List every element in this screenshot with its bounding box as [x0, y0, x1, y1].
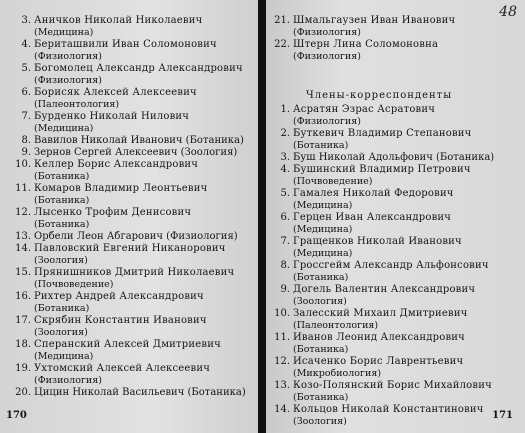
scientific-field: (Зоология)	[34, 255, 88, 266]
list-item	[0, 39, 256, 63]
entry-number: 8.	[280, 260, 290, 271]
list-item	[266, 152, 522, 164]
list-item	[0, 315, 256, 339]
entry-number: 7.	[21, 111, 31, 122]
scientific-field: (Физиология)	[34, 51, 102, 62]
list-item	[0, 15, 256, 39]
member-name: Вавилов Николай Иванович (Ботаника)	[34, 135, 244, 146]
page-number: 170	[6, 410, 27, 421]
member-name: Шмальгаузен Иван Иванович	[293, 15, 456, 26]
left-page	[0, 0, 258, 433]
scientific-field: (Палеонтология)	[293, 320, 379, 331]
member-name: Сперанский Алексей Дмитриевич	[34, 339, 221, 350]
list-item	[266, 404, 522, 428]
scientific-field: (Ботаника)	[34, 303, 90, 314]
member-name: Рихтер Андрей Александрович	[34, 291, 204, 302]
member-name: Буткевич Владимир Степанович	[293, 128, 472, 139]
scientific-field: (Физиология)	[293, 27, 361, 38]
scientific-field: (Физиология)	[34, 375, 102, 386]
list-item	[266, 188, 522, 212]
member-name: Лысенко Трофим Денисович	[34, 207, 192, 218]
list-item	[266, 356, 522, 380]
scientific-field: (Физиология)	[293, 51, 361, 62]
member-name: Гращенков Николай Иванович	[293, 236, 462, 247]
member-name: Кольцов Николай Константинович	[293, 404, 484, 415]
scientific-field: (Физиология)	[34, 75, 102, 86]
list-item	[0, 387, 256, 399]
list-item	[266, 260, 522, 284]
list-item	[0, 339, 256, 363]
entry-number: 12.	[15, 207, 31, 218]
entry-number: 9.	[21, 147, 31, 158]
right-page	[266, 0, 525, 433]
scientific-field: (Ботаника)	[293, 272, 349, 283]
entry-number: 6.	[21, 87, 31, 98]
scientific-field: (Медицина)	[34, 123, 94, 134]
member-name: Бурденко Николай Нилович	[34, 111, 190, 122]
scientific-field: (Палеонтология)	[34, 99, 120, 110]
member-name: Иванов Леонид Александрович	[293, 332, 465, 343]
member-name: Догель Валентин Александрович	[293, 284, 476, 295]
member-name: Аничков Николай Николаевич	[34, 15, 203, 26]
member-name: Зернов Сергей Алексеевич (Зоология)	[34, 147, 238, 158]
entry-number: 3.	[280, 152, 290, 163]
book-gutter	[258, 0, 266, 433]
list-item	[266, 128, 522, 152]
list-item	[266, 284, 522, 308]
member-name: Цицин Николай Васильевич (Ботаника)	[34, 387, 246, 398]
scientific-field: (Зоология)	[293, 296, 347, 307]
entry-number: 21.	[274, 15, 290, 26]
scientific-field: (Почвоведение)	[293, 176, 373, 187]
list-item	[266, 39, 522, 63]
entry-number: 14.	[15, 243, 31, 254]
member-name: Прянишников Дмитрий Николаевич	[34, 267, 235, 278]
member-name: Комаров Владимир Леонтьевич	[34, 183, 208, 194]
list-item	[266, 212, 522, 236]
entry-number: 4.	[21, 39, 31, 50]
list-item	[0, 243, 256, 267]
members-list	[0, 15, 256, 399]
entry-number: 2.	[280, 128, 290, 139]
member-name: Бушинский Владимир Петрович	[293, 164, 471, 175]
scientific-field: (Микробиология)	[293, 368, 382, 379]
member-name: Бериташвили Иван Соломонович	[34, 39, 217, 50]
entry-number: 11.	[15, 183, 31, 194]
entry-number: 10.	[274, 308, 290, 319]
entry-number: 6.	[280, 212, 290, 223]
member-name: Борисяк Алексей Алексеевич	[34, 87, 197, 98]
entry-number: 8.	[21, 135, 31, 146]
scientific-field: (Медицина)	[293, 248, 353, 259]
member-name: Залесский Михаил Дмитриевич	[293, 308, 468, 319]
scientific-field: (Ботаника)	[34, 219, 90, 230]
entry-number: 5.	[21, 63, 31, 74]
list-item	[0, 207, 256, 231]
list-item	[0, 135, 256, 147]
entry-number: 5.	[280, 188, 290, 199]
entry-number: 22.	[274, 39, 290, 50]
scientific-field: (Ботаника)	[293, 344, 349, 355]
member-name: Штерн Лина Соломоновна	[293, 39, 439, 50]
member-name: Скрябин Константин Иванович	[34, 315, 207, 326]
scientific-field: (Ботаника)	[34, 195, 90, 206]
list-item	[0, 183, 256, 207]
entry-number: 4.	[280, 164, 290, 175]
entry-number: 15.	[15, 267, 31, 278]
entry-number: 10.	[15, 159, 31, 170]
member-name: Асратян Эзрас Асратович	[293, 104, 436, 115]
list-item	[266, 104, 522, 128]
member-name: Ухтомский Алексей Алексеевич	[34, 363, 211, 374]
list-item	[266, 164, 522, 188]
entry-number: 19.	[15, 363, 31, 374]
entry-number: 1.	[280, 104, 290, 115]
scientific-field: (Ботаника)	[34, 171, 90, 182]
scientific-field: (Медицина)	[293, 200, 353, 211]
list-item	[266, 380, 522, 404]
member-name: Гроссгейм Александр Альфонсович	[293, 260, 489, 271]
list-item	[266, 332, 522, 356]
entry-number: 16.	[15, 291, 31, 302]
scientific-field: (Физиология)	[293, 116, 361, 127]
member-name: Павловский Евгений Никанорович	[34, 243, 226, 254]
page-number: 171	[492, 410, 513, 421]
corresponding-members-list	[266, 104, 522, 428]
scientific-field: (Ботаника)	[293, 140, 349, 151]
entry-number: 13.	[15, 231, 31, 242]
list-item	[0, 363, 256, 387]
scientific-field: (Медицина)	[293, 224, 353, 235]
entry-number: 18.	[15, 339, 31, 350]
handwritten-page-mark: 48	[499, 4, 517, 20]
scientific-field: (Зоология)	[34, 327, 88, 338]
list-item	[0, 159, 256, 183]
entry-number: 7.	[280, 236, 290, 247]
member-name: Гамалея Николай Федорович	[293, 188, 454, 199]
member-name: Богомолец Александр Александрович	[34, 63, 243, 74]
entry-number: 9.	[280, 284, 290, 295]
scientific-field: (Зоология)	[293, 416, 347, 427]
list-item	[0, 291, 256, 315]
list-item	[0, 111, 256, 135]
entry-number: 17.	[15, 315, 31, 326]
scientific-field: (Медицина)	[34, 351, 94, 362]
member-name: Герцен Иван Александрович	[293, 212, 452, 223]
entry-number: 12.	[274, 356, 290, 367]
member-name: Исаченко Борис Лаврентьевич	[293, 356, 464, 367]
section-heading: Члены-корреспонденты	[306, 90, 453, 101]
list-item	[0, 231, 256, 243]
members-list-continued	[266, 15, 522, 63]
scientific-field: (Медицина)	[34, 27, 94, 38]
list-item	[0, 267, 256, 291]
entry-number: 13.	[274, 380, 290, 391]
entry-number: 14.	[274, 404, 290, 415]
list-item	[266, 15, 522, 39]
list-item	[266, 308, 522, 332]
entry-number: 11.	[274, 332, 290, 343]
list-item	[0, 87, 256, 111]
list-item	[0, 63, 256, 87]
entry-number: 3.	[21, 15, 31, 26]
list-item	[0, 147, 256, 159]
scientific-field: (Ботаника)	[293, 392, 349, 403]
member-name: Орбели Леон Абгарович (Физиология)	[34, 231, 238, 242]
entry-number: 20.	[15, 387, 31, 398]
member-name: Козо-Полянский Борис Михайлович	[293, 380, 492, 391]
scientific-field: (Почвоведение)	[34, 279, 114, 290]
member-name: Келлер Борис Александрович	[34, 159, 199, 170]
list-item	[266, 236, 522, 260]
member-name: Буш Николай Адольфович (Ботаника)	[293, 152, 495, 163]
